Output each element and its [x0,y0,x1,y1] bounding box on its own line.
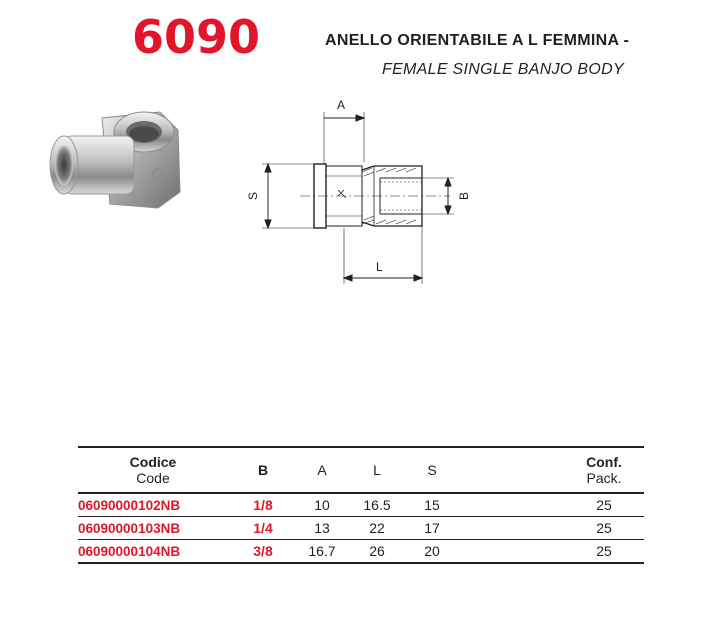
table-row [78,517,644,540]
table-header-row [78,447,644,493]
cell-code: 06090000102NB [78,493,228,517]
cell-b: 1/8 [228,493,298,517]
cell-a: 16.7 [298,540,346,564]
cell-spacer [456,493,564,517]
header-l: L [346,447,408,493]
header-b: B [228,447,298,493]
cell-b: 1/4 [228,517,298,540]
cell-pack: 25 [564,493,644,517]
product-title-english: FEMALE SINGLE BANJO BODY [382,61,624,78]
header-code-en: Code [136,470,170,486]
cell-a: 13 [298,517,346,540]
product-title-italian: ANELLO ORIENTABILE A L FEMMINA - [325,32,630,49]
dimension-label-a: A [337,98,346,112]
header-spacer [456,447,564,493]
cell-pack: 25 [564,517,644,540]
cell-s: 15 [408,493,456,517]
product-code-title: 6090 [132,10,261,64]
cell-b: 3/8 [228,540,298,564]
dimension-label-s: S [246,191,260,200]
header-pack-it: Conf. [586,454,622,470]
cell-pack: 25 [564,540,644,564]
product-photo [40,100,190,220]
technical-drawing [240,92,480,292]
dimension-label-b: B [457,191,471,200]
cell-spacer [456,517,564,540]
header-s: S [408,447,456,493]
specification-table [78,446,644,564]
cell-s: 17 [408,517,456,540]
cell-code: 06090000103NB [78,517,228,540]
header-pack [564,447,644,493]
header-code [78,447,228,493]
dimension-label-l: L [376,260,383,274]
cell-l: 16.5 [346,493,408,517]
header-a: A [298,447,346,493]
cell-l: 22 [346,517,408,540]
header-code-it: Codice [129,454,177,470]
cell-l: 26 [346,540,408,564]
cell-spacer [456,540,564,564]
header-pack-en: Pack. [586,470,622,486]
table-row [78,540,644,564]
cell-s: 20 [408,540,456,564]
cell-a: 10 [298,493,346,517]
table-row [78,493,644,517]
cell-code: 06090000104NB [78,540,228,564]
